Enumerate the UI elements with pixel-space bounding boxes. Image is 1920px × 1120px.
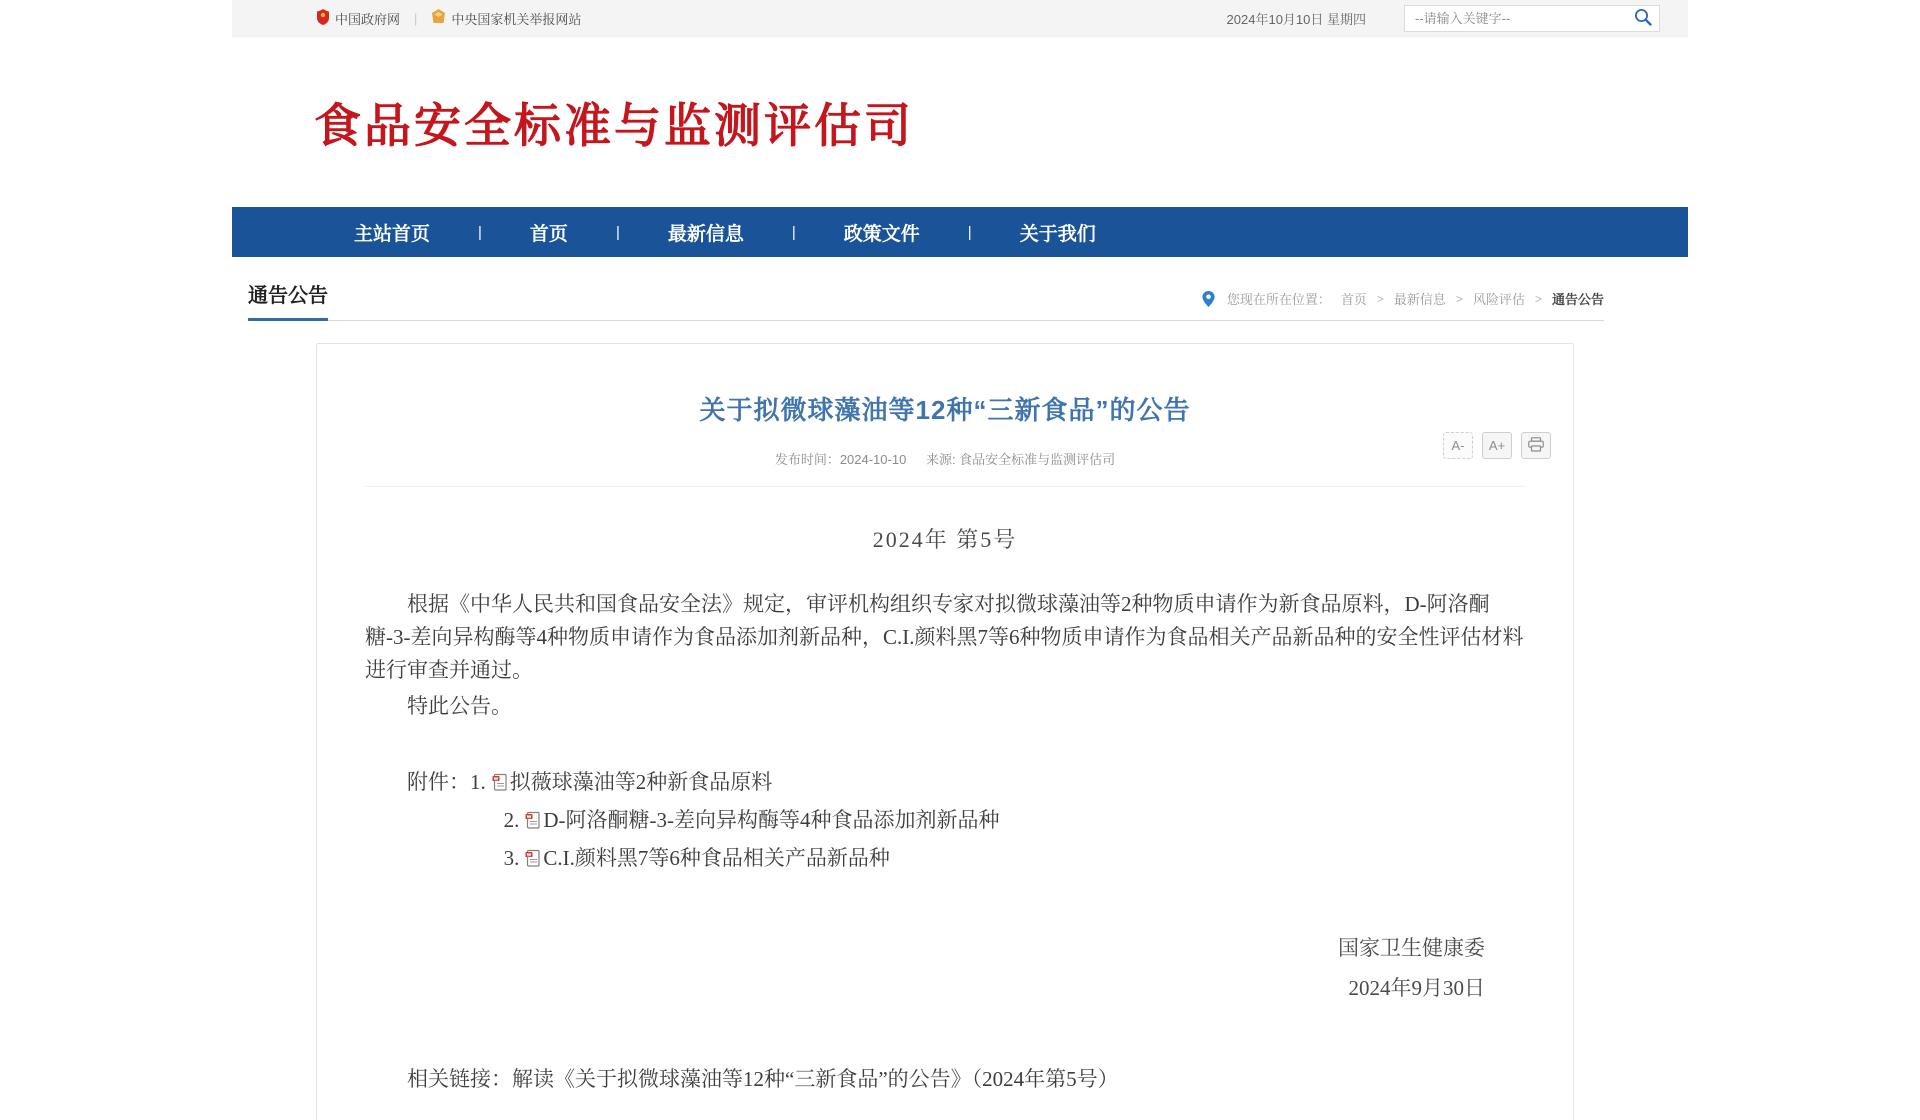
document-body [365, 588, 1525, 723]
article-title: 关于拟微球藻油等12种“三新食品”的公告 [699, 395, 1191, 425]
nav-item-main-home[interactable]: 主站首页 [354, 223, 431, 245]
document-file-icon [492, 773, 507, 791]
report-site-icon [431, 9, 446, 27]
breadcrumb-risk-assessment[interactable]: 风险评估 [1472, 292, 1525, 307]
search-input[interactable] [1415, 11, 1633, 26]
attachment-text: 拟薇球藻油等2种新食品原料 [509, 769, 773, 794]
attachment-text: D-阿洛酮糖-3-差向异构酶等4种食品添加剂新品种 [543, 807, 1000, 832]
topbar-right [1227, 5, 1660, 32]
attachment-text: C.I.颜料黑7等6种食品相关产品新品种 [543, 846, 890, 871]
breadcrumb-arrow: > [1455, 291, 1463, 306]
gov-site-link[interactable] [316, 9, 400, 28]
article-source: 来源: 食品安全标准与监测评估司 [925, 452, 1116, 467]
attachments-label: 附件： [407, 769, 470, 794]
location-label: 您现在所在位置： [1226, 292, 1331, 307]
font-decrease-button[interactable]: A- [1443, 432, 1473, 459]
breadcrumb [1202, 289, 1604, 310]
main-nav [232, 207, 1688, 257]
location-pin-icon [1202, 291, 1215, 307]
nav-separator: | [478, 223, 482, 241]
body-paragraph: 特此公告。 [407, 693, 512, 718]
document-file-icon [525, 849, 540, 867]
body-paragraph: 根据《中华人民共和国食品安全法》规定，审评机构组织专家对拟微球藻油等2种物质申请作为新食品原料，D-阿洛酮糖-3-差向异构酶等4种物质申请作为食品添加剂新品种，C.I.颜料黑7等6种物质申请作为食品相关产品新品种的安全性评估材料进行审查并通过。 [365, 592, 1524, 683]
top-utility-bar [232, 0, 1688, 37]
nav-item-home[interactable]: 首页 [529, 223, 568, 245]
nav-separator: | [967, 223, 972, 241]
masthead [232, 37, 1688, 207]
gov-emblem-icon [316, 9, 330, 28]
search-icon [1633, 7, 1653, 30]
related-label: 相关链接： [407, 1067, 512, 1092]
nav-item-about-us[interactable]: 关于我们 [1019, 223, 1096, 245]
signature-date: 2024年9月30日 [1348, 976, 1485, 1001]
signature-org: 国家卫生健康委 [1338, 936, 1485, 961]
attachment-link-1[interactable] [492, 763, 773, 801]
section-title: 通告公告 [248, 279, 328, 321]
attachment-row [504, 839, 1525, 877]
attachment-row [407, 763, 1525, 801]
breadcrumb-latest-news[interactable]: 最新信息 [1393, 292, 1446, 307]
nav-separator: | [791, 223, 796, 241]
nav-item-policy-documents[interactable]: 政策文件 [843, 223, 920, 245]
search-box [1404, 5, 1660, 32]
print-button[interactable] [1521, 432, 1551, 459]
attachment-number: 3. [503, 846, 520, 871]
attachments-list [407, 763, 1525, 878]
font-increase-button[interactable]: A+ [1482, 432, 1512, 459]
publish-time: 发布时间：2024-10-10 [774, 452, 907, 467]
nav-item-latest-news[interactable]: 最新信息 [667, 223, 744, 245]
printer-icon [1528, 437, 1544, 455]
search-button[interactable] [1633, 7, 1653, 30]
current-date: 2024年10月10日 星期四 [1226, 11, 1366, 27]
page-container [232, 0, 1688, 1120]
related-link[interactable]: 解读《关于拟微球藻油等12种“三新食品”的公告》（2024年第5号） [512, 1067, 1119, 1092]
attachment-number: 2. [503, 807, 520, 832]
topbar-separator: | [414, 10, 418, 26]
font-tools [1443, 432, 1551, 459]
gov-site-label: 中国政府网 [335, 11, 401, 27]
report-site-label: 中央国家机关举报网站 [451, 11, 582, 27]
document-file-icon [525, 811, 540, 829]
article-meta [365, 449, 1525, 487]
attachment-link-3[interactable] [525, 839, 890, 877]
nav-separator: | [615, 223, 620, 241]
signature-block [365, 929, 1525, 1009]
breadcrumb-arrow: > [1376, 291, 1384, 306]
attachment-row [504, 801, 1525, 839]
topbar-links [316, 9, 581, 28]
attachment-number: 1. [470, 769, 486, 794]
breadcrumb-home[interactable]: 首页 [1340, 292, 1367, 307]
breadcrumb-row [248, 279, 1604, 321]
breadcrumb-arrow: > [1534, 291, 1542, 306]
related-links [365, 1063, 1525, 1093]
breadcrumb-current: 通告公告 [1551, 292, 1604, 307]
document-number: 2024年 第5号 [872, 527, 1018, 552]
attachment-link-2[interactable] [525, 801, 999, 839]
site-title[interactable]: 食品安全标准与监测评估司 [314, 98, 914, 152]
article-card [316, 343, 1574, 1120]
report-site-link[interactable] [431, 9, 581, 28]
